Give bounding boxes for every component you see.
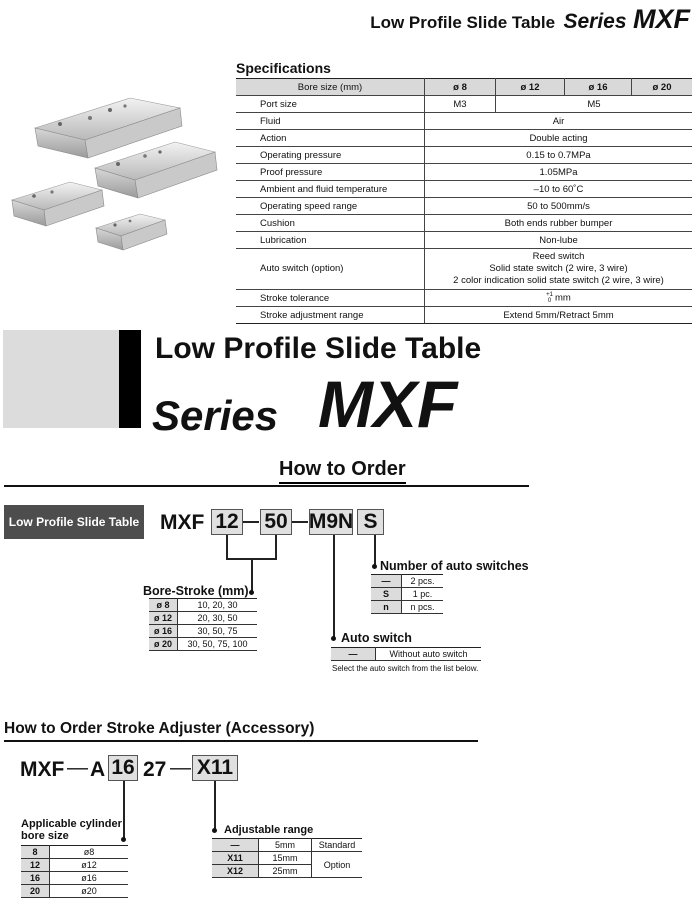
code-cell: — [371, 575, 402, 588]
table-row [149, 612, 257, 625]
range-cell: 15mm [259, 852, 312, 865]
slide-table-smallest [96, 214, 167, 250]
spec-value-tolerance [425, 290, 693, 307]
num-switches-table [371, 574, 443, 614]
leader-dot [212, 828, 217, 833]
adjustable-range-title: Adjustable range [224, 824, 314, 836]
spec-line: 2 color indication solid state switch (2 wire, 3 wire) [453, 275, 664, 286]
table-row [371, 601, 443, 614]
table-row [371, 575, 443, 588]
spec-label: Operating pressure [236, 147, 425, 164]
banner-series: Series [152, 392, 279, 439]
spec-row [236, 215, 692, 232]
table-row [21, 872, 128, 885]
leader-line [123, 781, 125, 841]
running-header-product: Low Profile Slide Table [370, 13, 556, 32]
banner-product-name: Low Profile Slide Table [155, 332, 482, 365]
table-row [371, 588, 443, 601]
bore-size-table [21, 845, 128, 898]
type-cell: Option [312, 852, 363, 878]
sa-code-a: A [90, 758, 106, 781]
running-header [370, 4, 690, 35]
spec-value: Extend 5mm/Retract 5mm [425, 307, 693, 324]
leader-line [374, 535, 376, 567]
spec-label: Proof pressure [236, 164, 425, 181]
spec-label: Stroke tolerance [236, 290, 425, 307]
desc-cell: Without auto switch [376, 648, 482, 661]
order-code-switch: M9N [308, 510, 354, 533]
leader-line [226, 535, 228, 559]
category-tag: Low Profile Slide Table [4, 505, 144, 539]
spec-row [236, 198, 692, 215]
table-row [212, 852, 362, 865]
order-code-prefix: MXF [160, 511, 205, 534]
spec-label: Port size [236, 96, 425, 113]
adjustable-range-table [212, 838, 362, 878]
spec-line: Reed switch [532, 251, 585, 262]
how-to-order-title: How to Order [279, 458, 406, 484]
spec-bore-8: ø 8 [425, 79, 496, 96]
sa-code-dash: — [67, 756, 88, 779]
desc-cell: ø12 [50, 859, 129, 872]
spec-line: Solid state switch (2 wire, 3 wire) [489, 263, 628, 274]
type-cell: Standard [312, 839, 363, 852]
spec-header-label: Bore size (mm) [236, 79, 425, 96]
leader-dot [372, 564, 377, 569]
leader-dot [331, 636, 336, 641]
bore-cell: ø 8 [149, 599, 178, 612]
slide-table-small [12, 182, 104, 226]
bore-cell: ø 16 [149, 625, 178, 638]
table-row [212, 839, 362, 852]
tolerance-plus: +1 [546, 292, 553, 298]
sa-code-bore: 16 [108, 755, 138, 781]
spec-row [236, 181, 692, 198]
spec-row [236, 96, 692, 113]
spec-value: Both ends rubber bumper [425, 215, 693, 232]
leader-line [275, 535, 277, 559]
sa-code-range: X11 [192, 755, 238, 781]
spec-row [236, 290, 692, 307]
spec-row [236, 164, 692, 181]
spec-row [236, 249, 692, 290]
spec-label: Cushion [236, 215, 425, 232]
spec-row [236, 232, 692, 249]
range-cell: 5mm [259, 839, 312, 852]
desc-cell: ø16 [50, 872, 129, 885]
desc-cell: 1 pc. [402, 588, 444, 601]
leader-line [333, 535, 335, 639]
stroke-cell: 30, 50, 75, 100 [178, 638, 258, 651]
table-row [149, 599, 257, 612]
desc-cell: n pcs. [402, 601, 444, 614]
connector-line [292, 521, 308, 523]
code-cell: X11 [212, 852, 259, 865]
bore-size-title-line: bore size [21, 830, 69, 842]
num-switches-title: Number of auto switches [380, 559, 529, 573]
table-row [21, 885, 128, 898]
code-cell: S [371, 588, 402, 601]
spec-value: 0.15 to 0.7MPa [425, 147, 693, 164]
slide-table-medium [95, 142, 217, 198]
desc-cell: ø8 [50, 846, 129, 859]
desc-cell: 2 pcs. [402, 575, 444, 588]
spec-label: Stroke adjustment range [236, 307, 425, 324]
code-cell: 8 [21, 846, 50, 859]
spec-label: Action [236, 130, 425, 147]
spec-label: Ambient and fluid temperature [236, 181, 425, 198]
leader-dot [249, 590, 254, 595]
code-cell: — [212, 839, 259, 852]
divider [4, 740, 478, 742]
sa-code-dash: — [170, 756, 191, 779]
bore-stroke-table [149, 598, 257, 651]
bore-cell: ø 12 [149, 612, 178, 625]
order-code-stroke: 50 [260, 509, 292, 535]
spec-row [236, 307, 692, 324]
desc-cell: ø20 [50, 885, 129, 898]
running-header-model: MXF [633, 4, 690, 34]
stroke-cell: 20, 30, 50 [178, 612, 258, 625]
leader-line [214, 781, 216, 831]
spec-label: Fluid [236, 113, 425, 130]
spec-bore-20: ø 20 [632, 79, 693, 96]
spec-value: –10 to 60˚C [425, 181, 693, 198]
code-cell: n [371, 601, 402, 614]
spec-row [236, 130, 692, 147]
stroke-cell: 10, 20, 30 [178, 599, 258, 612]
table-row [21, 859, 128, 872]
spec-label: Operating speed range [236, 198, 425, 215]
spec-bore-16: ø 16 [565, 79, 632, 96]
stroke-adjuster-title: How to Order Stroke Adjuster (Accessory) [4, 720, 315, 737]
tolerance-unit: mm [555, 292, 571, 304]
bore-size-title [21, 818, 122, 842]
spec-value: M5 [496, 96, 693, 113]
spec-header-row [236, 79, 692, 96]
bore-size-title-line: Applicable cylinder [21, 818, 122, 830]
leader-line [251, 558, 253, 592]
product-photo [0, 60, 235, 260]
banner-model: MXF [318, 367, 458, 441]
spec-value-auto-switch [425, 249, 693, 290]
order-code-bore: 12 [211, 509, 243, 535]
bore-cell: ø 20 [149, 638, 178, 651]
spec-value: Double acting [425, 130, 693, 147]
code-cell: 12 [21, 859, 50, 872]
tolerance-minus: 0 [547, 298, 552, 304]
code-cell: X12 [212, 865, 259, 878]
running-header-series: Series [563, 10, 627, 33]
specifications-title: Specifications [236, 60, 331, 76]
spec-row [236, 113, 692, 130]
spec-label: Lubrication [236, 232, 425, 249]
spec-bore-12: ø 12 [496, 79, 565, 96]
code-cell: 20 [21, 885, 50, 898]
spec-value: Non-lube [425, 232, 693, 249]
spec-value: Air [425, 113, 693, 130]
code-cell: — [331, 648, 376, 661]
order-code-count: S [357, 509, 384, 535]
auto-switch-table [331, 647, 481, 661]
table-row [149, 625, 257, 638]
specifications-table [236, 78, 692, 324]
range-cell: 25mm [259, 865, 312, 878]
stroke-cell: 30, 50, 75 [178, 625, 258, 638]
table-row [331, 648, 481, 661]
divider [4, 485, 529, 487]
sa-code-prefix: MXF [20, 758, 65, 781]
spec-value: 50 to 500mm/s [425, 198, 693, 215]
code-cell: 16 [21, 872, 50, 885]
auto-switch-title: Auto switch [341, 631, 412, 645]
tolerance-fraction [546, 292, 553, 304]
sa-code-mid: 27 [143, 758, 167, 781]
spec-label: Auto switch (option) [236, 249, 425, 290]
bore-stroke-title: Bore-Stroke (mm) [143, 584, 249, 598]
auto-switch-note: Select the auto switch from the list below. [332, 664, 479, 673]
spec-value: 1.05MPa [425, 164, 693, 181]
banner-gray-block [3, 330, 119, 428]
spec-row [236, 147, 692, 164]
table-row [149, 638, 257, 651]
connector-line [243, 521, 259, 523]
banner-black-bar [119, 330, 141, 428]
table-row [21, 846, 128, 859]
spec-value: M3 [425, 96, 496, 113]
